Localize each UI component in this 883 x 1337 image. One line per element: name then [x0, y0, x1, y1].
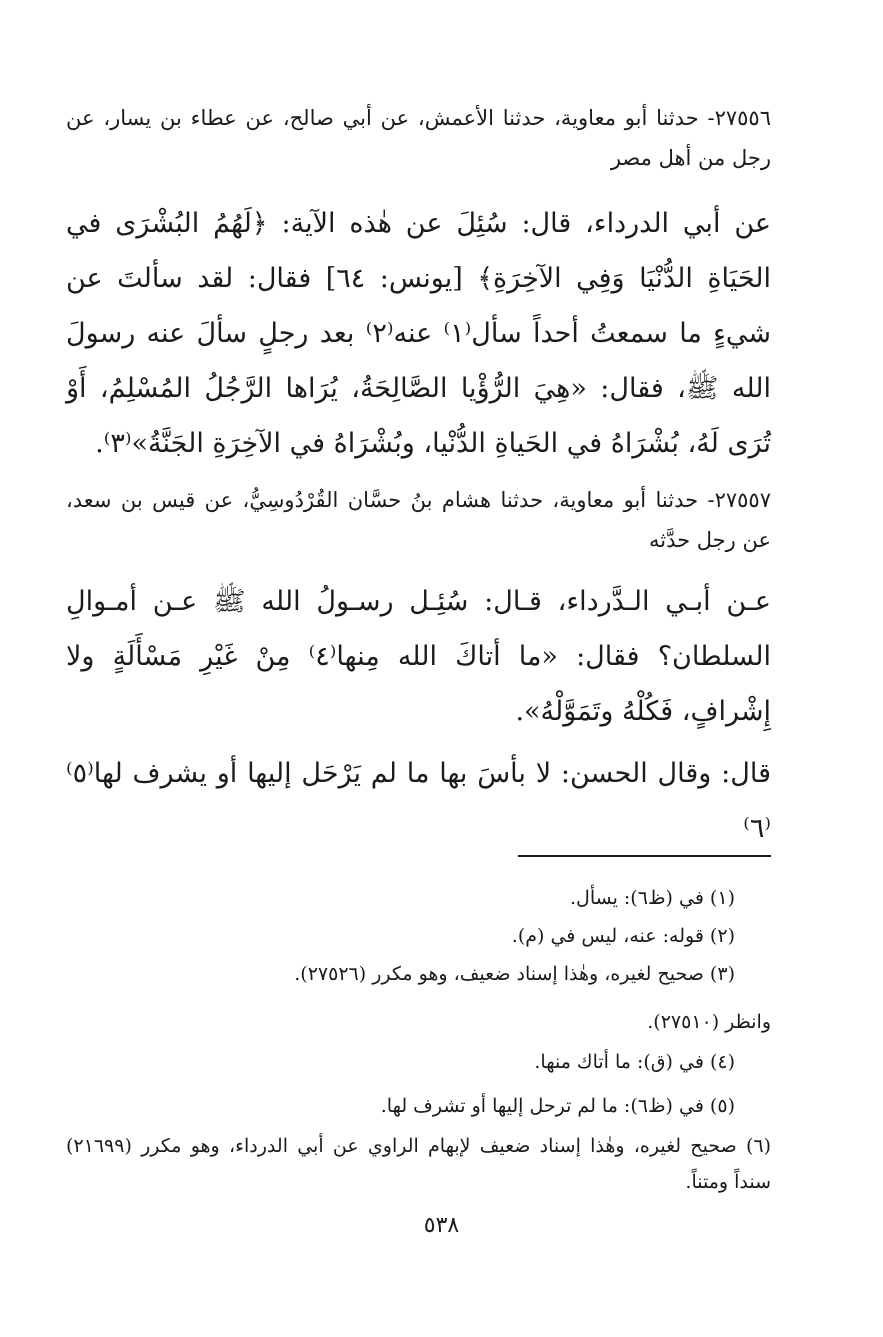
- footnote-1: (١) في (ظ٦): يسأل.: [570, 887, 735, 909]
- matn-27556: عن أبي الدرداء، قال: سُئِلَ عن هٰذه الآية: ﴿لَهُمُ البُشْرَى في الحَيَاةِ الدُّنْيَا وَفِي الآخِرَةِ﴾ [يونس: ٦٤] فقال: لقد سألتَ عن شيءٍ ما سمعتُ أحداً سأل⁽١⁾ عنه⁽٢⁾ بعد رجلٍ سألَ عنه رسولَ الله ﷺ، فقال: «هِيَ الرُّؤْيا الصَّالِحَةُ، يُرَاها الرَّجُلُ المُسْلِمُ، أَوْ تُرَى لَهُ، بُشْرَاهُ في الحَياةِ الدُّنْيا، وبُشْرَاهُ في الآخِرَةِ الجَنَّةُ»⁽٣⁾.: [66, 208, 771, 459]
- matn-27557: عـن أبـي الـدَّرداء، قـال: سُئِـل رسـولُ الله ﷺ عـن أمـوالِ السلطان؟ فقال: «ما أتاكَ الله مِنها⁽٤⁾ مِنْ غَيْرِ مَسْأَلَةٍ ولا إِشْرافٍ، فَكُلْهُ وتَمَوَّلْهُ».: [66, 586, 771, 727]
- footnote-6: (٦) صحيح لغيره، وهٰذا إسناد ضعيف لإبهام الراوي عن أبي الدرداء، وهو مكرر (٢١٦٩٩) سنداً ومتناً.: [66, 1135, 771, 1193]
- hasan-statement: قال: وقال الحسن: لا بأسَ بها ما لم يَرْحَل إليها أو يشرف لها⁽٥⁾ ⁽٦⁾: [66, 758, 771, 844]
- footnote-3-continued: وانظر (٢٧٥١٠).: [647, 1011, 771, 1033]
- footnote-3: (٣) صحيح لغيره، وهٰذا إسناد ضعيف، وهو مكرر (٢٧٥٢٦).: [294, 963, 735, 985]
- footnote-5: (٥) في (ظ٦): ما لم ترحل إليها أو تشرف لها.: [380, 1095, 735, 1117]
- isnad-27557: ٢٧٥٥٧- حدثنا أبو معاوية، حدثنا هشام بنُ حسَّان القُرْدُوسِيُّ، عن قيس بن سعد، عن رجل حدَّثه: [66, 488, 771, 552]
- footnote-2: (٢) قوله: عنه، ليس في (م).: [511, 925, 735, 947]
- footnote-4: (٤) في (ق): ما أتاك منها.: [534, 1051, 735, 1073]
- footnote-divider: [518, 855, 771, 857]
- page-number: ٥٣٨: [423, 1213, 460, 1238]
- isnad-27556: ٢٧٥٥٦- حدثنا أبو معاوية، حدثنا الأعمش، عن أبي صالح، عن عطاء بن يسار، عن رجل من أهل مصر: [66, 106, 771, 170]
